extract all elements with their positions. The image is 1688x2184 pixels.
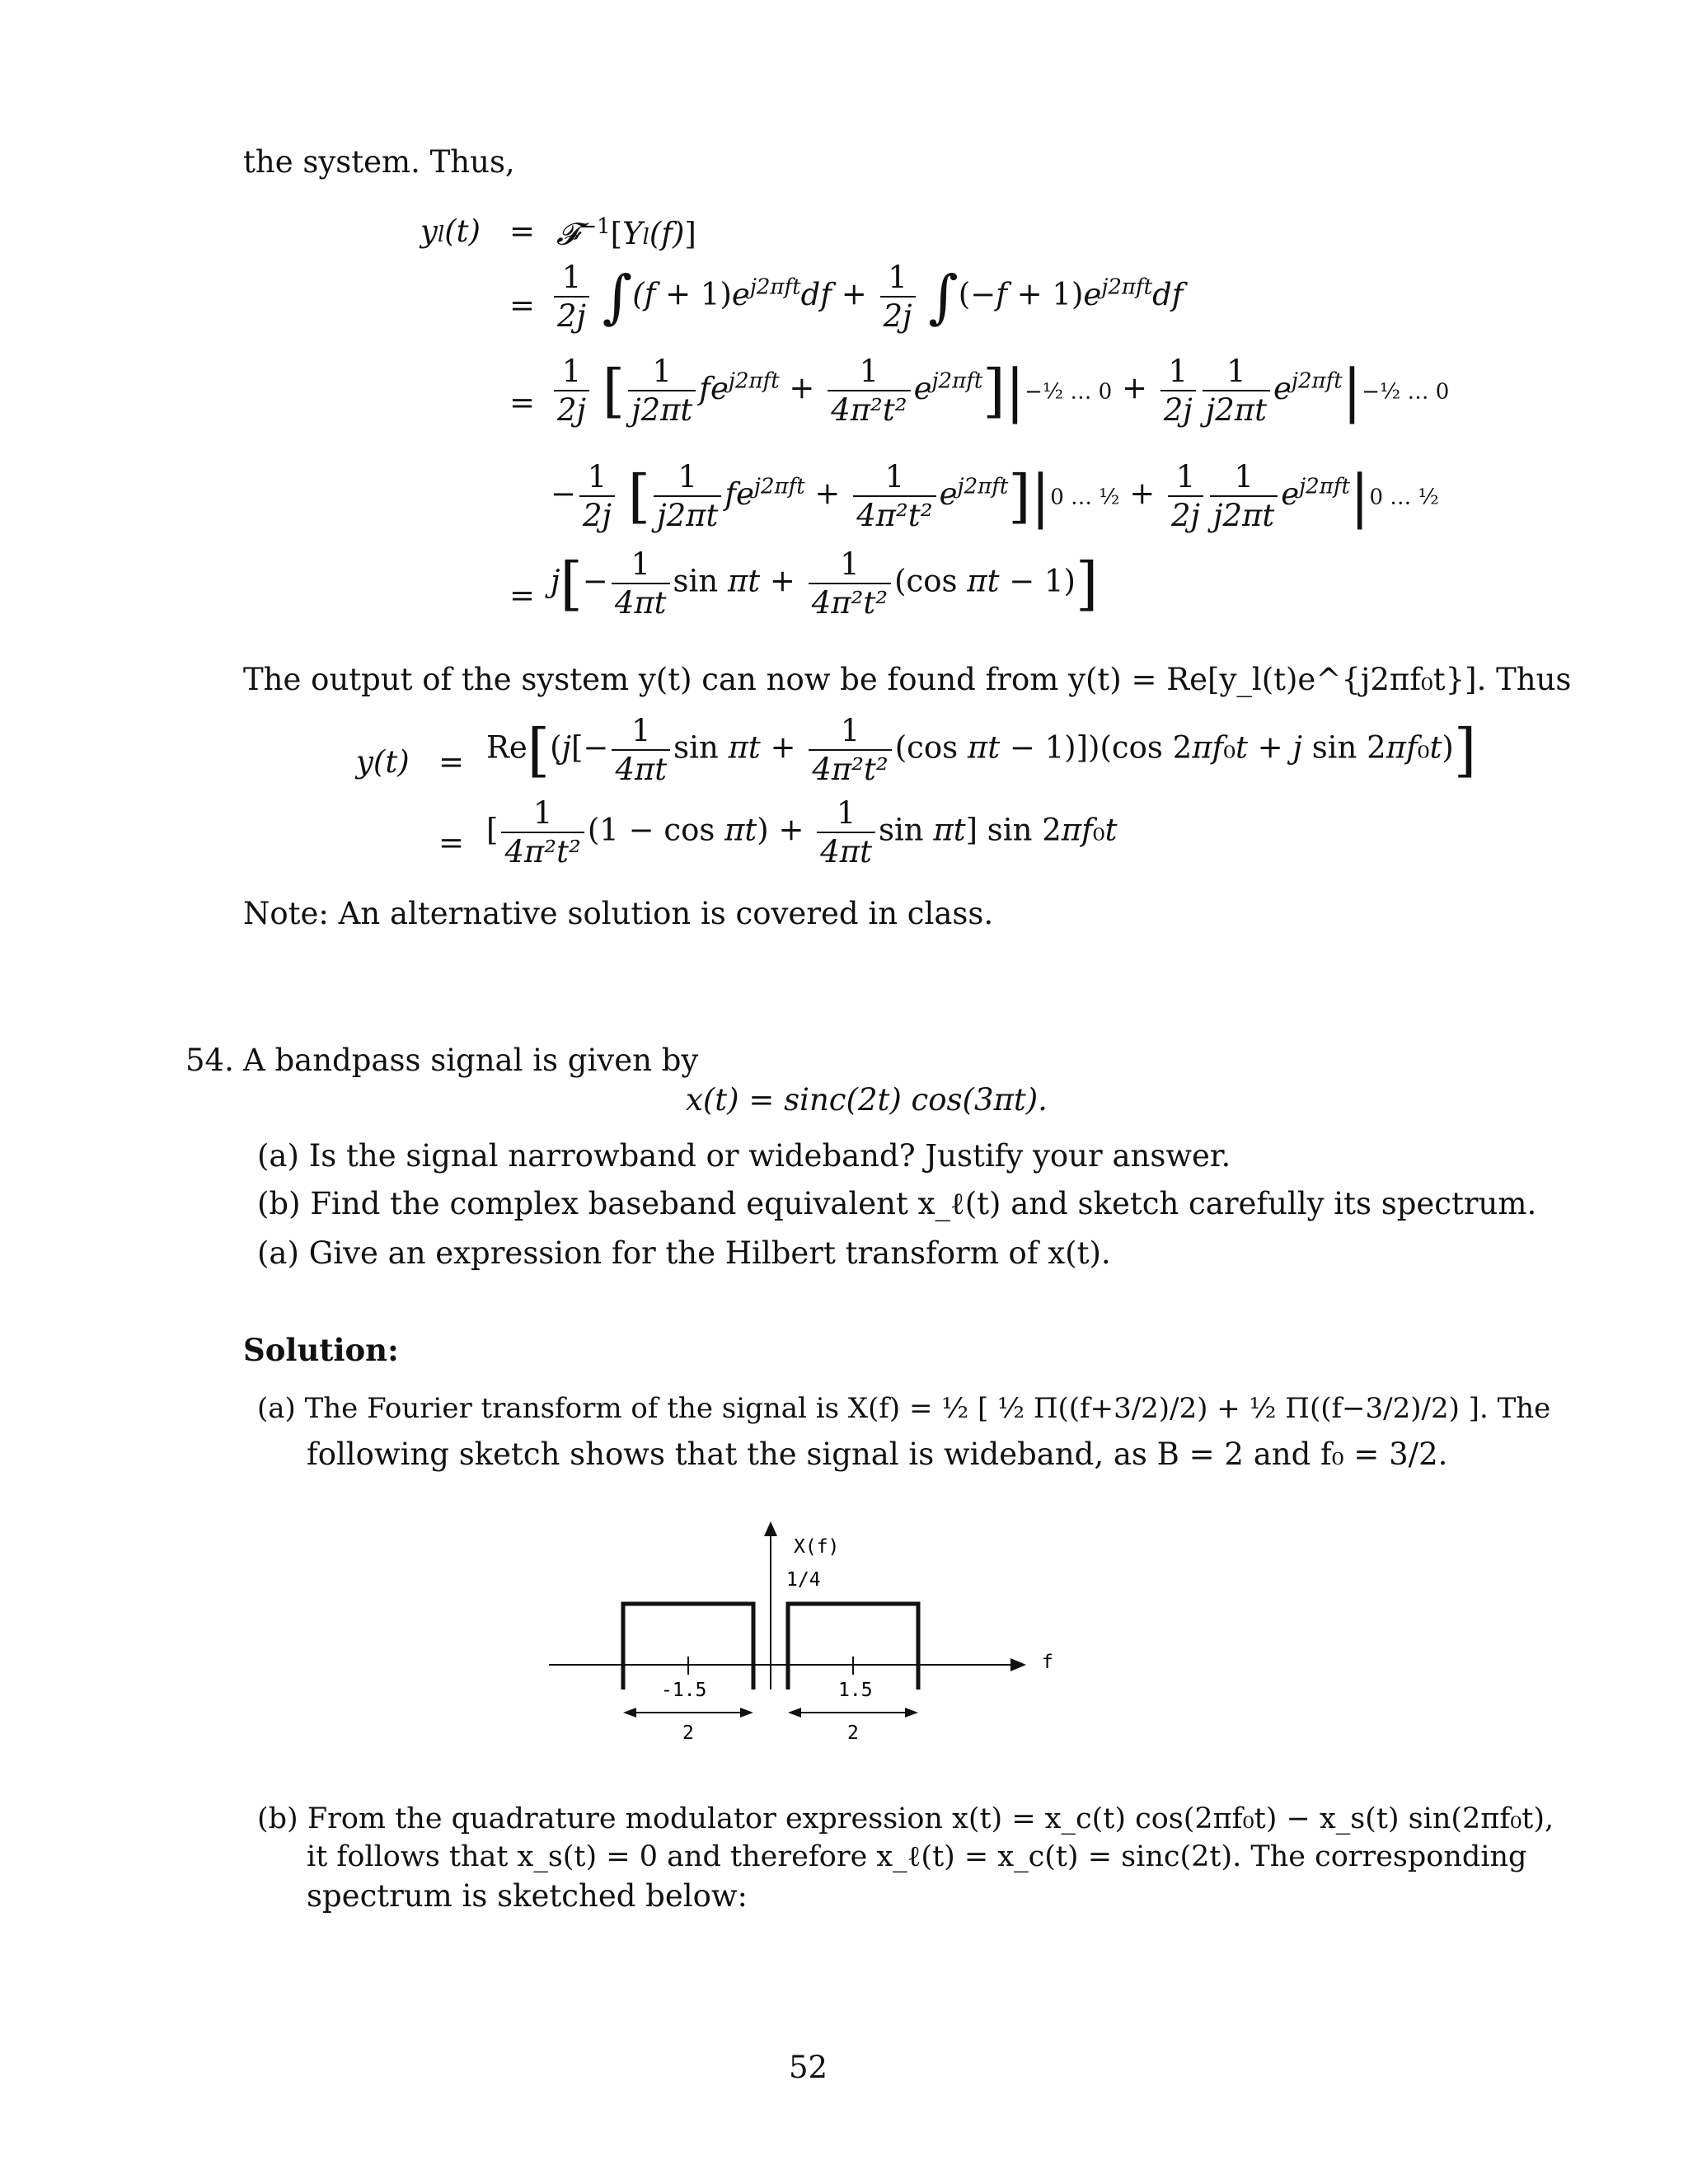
derivation-lhs: yl(t) xyxy=(420,213,481,249)
sketch-tick-left-label: -1.5 xyxy=(661,1680,707,1701)
solution-part-b-line-2: it follows that x_s(t) = 0 and therefore x_ℓ(t) = x_c(t) = sinc(2t). The corresponding xyxy=(307,1840,1527,1873)
arrowhead-icon xyxy=(740,1708,753,1718)
f-axis-arrow-icon xyxy=(1010,1658,1026,1671)
arrowhead-icon xyxy=(905,1708,918,1718)
sketch-width-left-label: 2 xyxy=(682,1722,694,1744)
sketch-height-label: 1/4 xyxy=(786,1569,821,1591)
right-rect-pulse xyxy=(788,1604,918,1690)
output-sentence: The output of the system y(t) can now be found from y(t) = Re[y_l(t)e^{j2πf₀t}]. Thus xyxy=(243,662,1572,697)
sketch-tick-right-label: 1.5 xyxy=(838,1680,873,1701)
derivation-line-2: $\frac{1}{2j}$ $\int(f + 1)e^{j2\pi ft}df$ + $\frac{1}{2j}$ $\int(-f + 1)e^{j2\pi ft}df$ xyxy=(551,262,1183,331)
derivation-line-1: 𝓕$^{-1}$[Yl(f)] xyxy=(556,214,696,252)
solution-part-b-line-3: spectrum is sketched below: xyxy=(307,1878,748,1914)
problem-part-b: (b) Find the complex baseband equivalent x_ℓ(t) and sketch carefully its spectrum. xyxy=(257,1186,1537,1221)
problem-intro: A bandpass signal is given by xyxy=(243,1043,699,1078)
y-axis-arrow-icon xyxy=(764,1521,777,1536)
left-rect-pulse xyxy=(623,1604,753,1690)
problem-part-a: (a) Is the signal narrowband or wideband? Justify your answer. xyxy=(257,1138,1231,1174)
problem-signal: x(t) = sinc(2t) cos(3πt). xyxy=(686,1082,1048,1118)
arrowhead-icon xyxy=(623,1708,636,1718)
solution-part-b-line-1: (b) From the quadrature modulator expression x(t) = x_c(t) cos(2πf₀t) − x_s(t) sin(2πf₀t), xyxy=(257,1802,1554,1835)
problem-number: 54. xyxy=(185,1043,234,1078)
sketch-width-right-label: 2 xyxy=(847,1722,859,1744)
derivation-line-4: − $\frac{1}{2j}$ [ $\frac{1}{j2\pi t}$ $fe^{j2\pi ft}$ + $\frac{1}{\text{4π²t²}}$ $e^{j2\pi ft}]|0$ … ½ + $\frac{1}{2j}$ $\frac{1}{j2\pi t}$ $e^{j2\pi ft}|0$ … ½ xyxy=(551,459,1439,533)
derivation-line-5: j[− $\frac{1}{4\pi t}$ sin πt + $\frac{1}{\text{4π²t²}}$ (cos πt − 1)] xyxy=(551,546,1099,621)
sketch-xlabel: f xyxy=(1042,1652,1053,1673)
sketch-ylabel: X(f) xyxy=(794,1536,840,1558)
intro-text: the system. Thus, xyxy=(243,144,515,180)
arrowhead-icon xyxy=(788,1708,801,1718)
note: Note: An alternative solution is covered in class. xyxy=(243,896,994,931)
derivation-line-3: $\frac{1}{2j}$ [ $\frac{1}{j2\pi t}$ $fe^{j2\pi ft}$ + $\frac{1}{\text{4π²t²}}$ $e^{j2\pi ft}]|-\frac{1}{2}$ … 0 + $\frac{1}{2j}$ $\frac{1}{j2\pi t}$ $e^{j2\pi ft}|-\frac{1}{2}$ … 0 xyxy=(551,356,1449,425)
solution-part-a-line-1: (a) The Fourier transform of the signal is X(f) = ½ [ ½ Π((f+3/2)/2) + ½ Π((f−3/2)/2) ]. The xyxy=(257,1392,1551,1425)
output-eq-line-2: [ $\frac{1}{\text{4π²t²}}$ (1 − cos πt) + $\frac{1}{4\pi t}$ sin πt] sin 2πf₀t xyxy=(486,795,1118,869)
output-eq-line-1: Re[(j[− $\frac{1}{4\pi t}$ sin πt + $\frac{1}{\text{4π²t²}}$ (cos πt − 1)])(cos 2πf₀t + j sin 2πf₀t)] xyxy=(486,713,1477,787)
problem-part-c: (a) Give an expression for the Hilbert transform of x(t). xyxy=(257,1235,1111,1271)
page-number: 52 xyxy=(789,2050,828,2085)
solution-heading: Solution: xyxy=(243,1332,399,1368)
spectrum-sketch xyxy=(544,1500,1088,1764)
solution-part-a-line-2: following sketch shows that the signal is wideband, as B = 2 and f₀ = 3/2. xyxy=(307,1436,1448,1472)
